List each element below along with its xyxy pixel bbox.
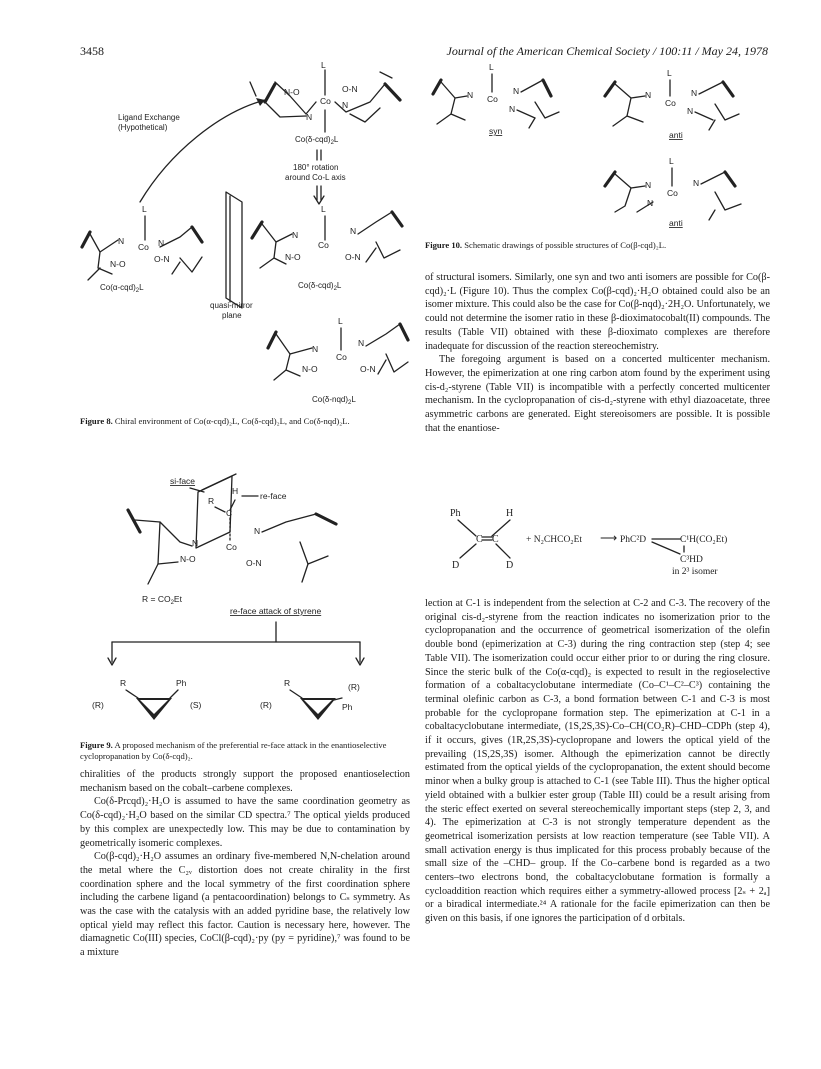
- structure-syn: [433, 62, 559, 136]
- svg-text:N: N: [118, 236, 125, 246]
- svg-text:L: L: [489, 62, 494, 72]
- svg-text:D: D: [506, 560, 514, 571]
- running-header: Journal of the American Chemical Society / 100:11 / May 24, 1978: [446, 44, 768, 58]
- left-paragraph-3: Co(β-cqd)₂·H₂O assumes an ordinary five-membered N,N-chelation around the metal where the C₂ᵥ distortion does not create chirality in the first coordination sphere and the local symmetry of the first coordination sphere including the carbene ligand (a pentacoordination) belongs to Cₛ symmetry. As was the case with the catalysis with an added pyridine base, the relatively low optical yield may reflect this factor. Caution is necessary here, however. The diamagnetic Co(III) species, CoCl(β-cqd)₂·py (py = pyridine),⁷ was found to be a mixture: [80, 851, 410, 959]
- svg-text:R: R: [120, 678, 127, 688]
- left-column-text: [80, 768, 410, 960]
- svg-text:(R): (R): [260, 700, 272, 710]
- svg-text:N: N: [350, 226, 357, 236]
- svg-text:N: N: [254, 526, 261, 536]
- label-co-delta-nqd: $Co(\delta-nqd)_2L$: [312, 395, 356, 406]
- svg-text:N: N: [306, 112, 313, 122]
- svg-text:N-O: N-O: [110, 259, 126, 269]
- svg-text:N-O: N-O: [302, 364, 318, 374]
- page-number: 3458: [80, 44, 104, 58]
- structure-anti-2: [605, 156, 741, 228]
- figure-9-drawing: [80, 462, 410, 747]
- right-column-text-top: [425, 271, 770, 435]
- right-paragraph-3: lection at C-1 is independent from the selection at C-2 and C-3. The recovery of the original cis-d₂-styrene from the reaction indicates no isomerization prior to the cyclopropanation and the occurrence of geometrical isomerization of the olefin double bond (epimerization at C-3) during the ring contraction step (step 4; see Table VII). The isomerization could occur either prior to or during the ring closure. Since the steric bulk of the Co(α-cqd)₂ is expected to result in the regioselective formation of a cobaltacyclobutane intermediate (Co–C¹–C²–C³) containing the terminal olefinic carbon as C-3, a bond formation between C-1 and C-3 is most probable for the cyclopropane formation step. The epimerization at C-1 in a cobaltacyclobutane intermediate, (1S,2S,3S)-Co–CH(CO₂R)–CHD–CDPh (step 4), if it occurs, gives (1R,2S,3S)-cyclopropane and lowers the optical yield of the prevailing (1S,2S,3S) isomer. Although the epimerization cannot be directly estimated from the optical yields of the cyclopropanation, the extent should become minor when a bulky group is attached to C-1 (see Table III). Thus the higher optical yield obtained with a bulkier ester group (Table III) could be a result arising from the steric effect exerted on several stereochemically important steps (step 2, 3, and 4). The epimerization at C-3 is not strongly temperature dependent as the geometrical isomerization persists at low reaction temperature (see Table VII). A small activation energy is thus implicated for this process probably because of the small size of the –CHD– group. If the Co–carbene bond is regarded as a two centers–two electrons bond, the cobaltacyclobutane formation is formally a cycloaddition reaction which requires either a symmetry-allowed process [2ₛ + 2ₐ] or a biradical intermediate.²⁴ A rationale for the facile epimerization can then be given on this basis, if one ignores the participation of d orbitals.: [425, 598, 770, 925]
- syn-label: syn: [489, 126, 503, 136]
- svg-text:Co: Co: [665, 98, 676, 108]
- svg-text:(R): (R): [348, 682, 360, 692]
- cyclopropane-left: [92, 678, 202, 720]
- svg-text:L: L: [667, 68, 672, 78]
- right-column-text-bottom: [425, 597, 770, 926]
- svg-text:N: N: [192, 538, 199, 548]
- svg-text:N: N: [292, 230, 299, 240]
- scheme-isomer-note: in 2³ isomer: [672, 567, 718, 577]
- figure-8-drawing: [80, 62, 410, 447]
- rotation-label-1: 180° rotation: [293, 163, 339, 172]
- quasi-mirror-label-2: plane: [222, 311, 242, 320]
- attack-label: re-face attack of styrene: [230, 606, 322, 616]
- svg-text:L: L: [321, 204, 326, 214]
- svg-text:R: R: [284, 678, 291, 688]
- svg-text:N: N: [509, 104, 516, 114]
- svg-text:Co: Co: [487, 94, 498, 104]
- svg-text:Ph: Ph: [176, 678, 187, 688]
- svg-text:D: D: [452, 560, 460, 571]
- anti-label-1: anti: [669, 130, 683, 140]
- left-paragraph-1: chiralities of the products strongly support the proposed enantioselection mechanism based on the cobalt–carbene complexes.: [80, 769, 410, 794]
- anti-label-2: anti: [669, 218, 683, 228]
- scheme-product-c1: C¹H(CO₂Et): [680, 535, 728, 545]
- figure-10-drawing: [425, 62, 770, 232]
- svg-text:Ph: Ph: [342, 702, 353, 712]
- complex-delta-nqd: [268, 316, 408, 406]
- svg-text:Co: Co: [226, 542, 237, 552]
- scheme-arrow: ⟶: [600, 531, 618, 545]
- svg-text:N: N: [467, 90, 474, 100]
- svg-text:N: N: [358, 338, 365, 348]
- svg-text:Co: Co: [667, 188, 678, 198]
- svg-text:Co: Co: [336, 352, 347, 362]
- svg-text:N: N: [691, 88, 698, 98]
- quasi-mirror-plane: [226, 192, 242, 308]
- complex-delta-cqd-top: [250, 60, 400, 146]
- svg-text:H: H: [506, 508, 514, 519]
- svg-text:O-N: O-N: [342, 84, 358, 94]
- svg-text:C: C: [492, 534, 499, 545]
- label-co-alpha-cqd: $Co(\alpha-cqd)_2L$: [100, 283, 144, 294]
- complex-alpha-cqd: [82, 204, 202, 294]
- svg-text:L: L: [321, 60, 326, 70]
- svg-text:Co: Co: [318, 240, 329, 250]
- svg-text:R: R: [208, 496, 215, 506]
- si-face-label: si-face: [170, 476, 196, 486]
- svg-text:(R): (R): [92, 700, 104, 710]
- svg-text:O-N: O-N: [345, 252, 361, 262]
- right-paragraph-1: of structural isomers. Similarly, one syn and two anti isomers are possible for Co(β-cqd)₂·L (Figure 10). Thus the complex Co(β-cqd)₂·H₂O obtained could also be an isomer mixture. This could also be the case for Co(β-nqd)₂·2H₂O. Unfortunately, we could not determine the isomer ratio in these β-dioximatocobalt(II) compounds. The results (Table VII) obtained with these β-dioximato complexes are therefore inadequate for discussion of the reaction stereochemistry.: [425, 272, 770, 352]
- svg-text:O-N: O-N: [154, 254, 170, 264]
- figure-8-caption: Figure 8. Chiral environment of Co(α-cqd)₂L, Co(δ-cqd)₂L, and Co(δ-nqd)₂L.: [80, 416, 350, 426]
- label-co-delta-cqd-top: $Co(\delta-cqd)_2L$: [295, 135, 339, 146]
- right-paragraph-2: The foregoing argument is based on a concerted multicenter mechanism. However, the epimerization at one ring carbon atom found by the experiment using cis-d₂-styrene (Table VII) is incompatible with a perfectly concerted multicenter mechanism. In the cyclopropanation of cis-d₂-styrene with ethyl diazoacetate, three asymmetric carbons are generated. Eight stereoisomers are possible. It is possible that the enantiose-: [425, 354, 770, 434]
- svg-text:(S): (S): [190, 700, 202, 710]
- svg-text:O-N: O-N: [360, 364, 376, 374]
- svg-text:N: N: [312, 344, 319, 354]
- svg-text:Co: Co: [320, 96, 331, 106]
- structure-anti-1: [605, 68, 739, 140]
- figure-9-caption: Figure 9. A proposed mechanism of the preferential re-face attack in the enantioselective cyclopropanation by Co(δ-cqd)₂.: [80, 740, 387, 761]
- svg-text:N: N: [647, 198, 654, 208]
- svg-text:N-O: N-O: [180, 554, 196, 564]
- complex-delta-cqd-bottom: [252, 204, 402, 292]
- label-co-delta-cqd-bottom: $Co(\delta-cqd)_2L$: [298, 281, 342, 292]
- svg-text:L: L: [142, 204, 147, 214]
- scheme-product-c3: C³HD: [680, 555, 703, 565]
- svg-text:Co: Co: [138, 242, 149, 252]
- svg-text:H: H: [232, 486, 239, 496]
- hypothetical-label: (Hypothetical): [118, 123, 168, 132]
- ligand-exchange-label: Ligand Exchange: [118, 113, 180, 122]
- quasi-mirror-label-1: quasi-mirror: [210, 301, 253, 310]
- svg-text:N: N: [687, 106, 694, 116]
- svg-text:N: N: [513, 86, 520, 96]
- cyclopropane-right: [260, 678, 360, 720]
- scheme-reagent: + N₂CHCO₂Et: [526, 535, 583, 545]
- svg-text:N: N: [693, 178, 700, 188]
- svg-text:N: N: [645, 90, 652, 100]
- svg-text:L: L: [338, 316, 343, 326]
- svg-text:N: N: [342, 100, 349, 110]
- svg-text:N: N: [645, 180, 652, 190]
- svg-text:N-O: N-O: [285, 252, 301, 262]
- svg-text:Ph: Ph: [450, 508, 461, 519]
- left-paragraph-2: Co(δ-Prcqd)₂·H₂O is assumed to have the same coordination geometry as Co(δ-cqd)₂·H₂O based on the similar CD spectra.⁷ The optical yields produced by this complex are unexpectedly low. This may be due to contamination by geometrically isomeric complexes.: [80, 796, 410, 849]
- svg-text:C: C: [226, 508, 233, 518]
- rotation-label-2: around Co-L axis: [285, 173, 346, 182]
- r-definition: $R = CO_2Et$: [142, 594, 182, 606]
- svg-text:O-N: O-N: [246, 558, 262, 568]
- svg-text:N-O: N-O: [284, 87, 300, 97]
- scheme-product-c2: PhC²D: [620, 535, 647, 545]
- figure-10-caption: Figure 10. Schematic drawings of possible structures of Co(β-cqd)₂L.: [425, 240, 667, 250]
- svg-text:N: N: [158, 238, 165, 248]
- svg-text:L: L: [669, 156, 674, 166]
- re-face-label: re-face: [260, 491, 287, 501]
- svg-text:C: C: [476, 534, 483, 545]
- cyclopropanation-scheme: [440, 506, 770, 576]
